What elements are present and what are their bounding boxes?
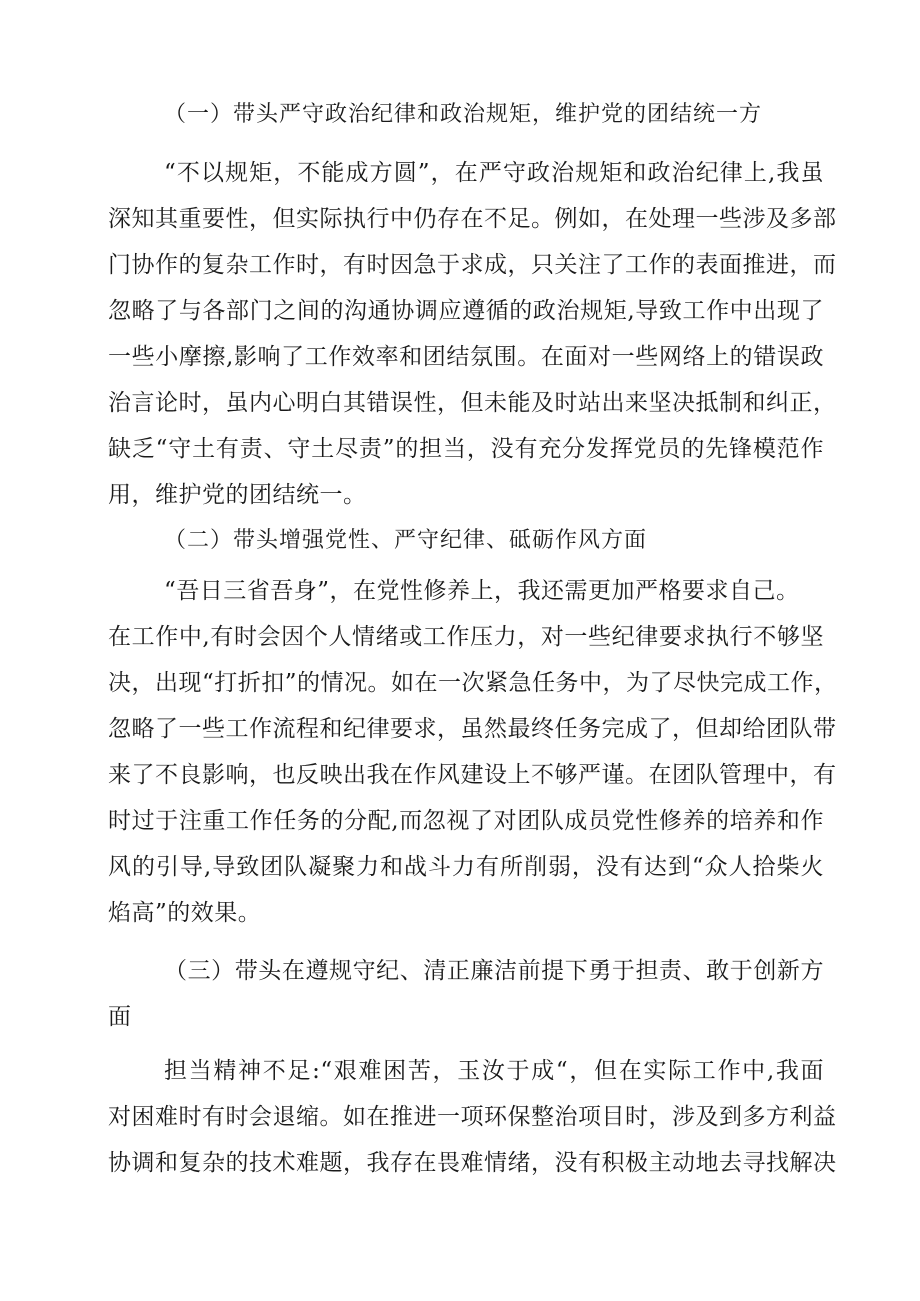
paragraph-line: 来了不良影响，也反映出我在作风建设上不够严谨。在团队管理中，有: [108, 762, 837, 788]
paragraph-line: 一些小摩擦,影响了工作效率和团结氛围。在面对一些网络上的错误政: [108, 344, 824, 370]
section-heading-1: （一）带头严守政治纪律和政治规矩，维护党的团结统一方: [164, 102, 763, 127]
paragraph-line: 担当精神不足:“艰难困苦，玉汝于成“，但在实际工作中,我面: [164, 1058, 824, 1084]
paragraph-line: “吾日三省吾身”，在党性修养上，我还需更加严格要求自己。: [164, 578, 800, 604]
section-heading-3-line: 面: [108, 1004, 132, 1030]
paragraph-line: 门协作的复杂工作时，有时因急于求成，只关注了工作的表面推进，而: [108, 252, 837, 278]
paragraph-line: 在工作中,有时会因个人情绪或工作压力，对一些纪律要求执行不够坚: [108, 624, 824, 650]
section-heading-2: （二）带头增强党性、严守纪律、砥砺作风方面: [164, 528, 648, 553]
paragraph-line: 协调和复杂的技术难题，我存在畏难情绪，没有积极主动地去寻找解决: [108, 1150, 837, 1176]
paragraph-line: 风的引导,导致团队凝聚力和战斗力有所削弱，没有达到“众人拾柴火: [108, 854, 824, 880]
paragraph-line: “不以规矩，不能成方圆”，在严守政治规矩和政治纪律上,我虽: [164, 160, 824, 186]
section-1-paragraph: [108, 150, 837, 518]
paragraph-line: 深知其重要性，但实际执行中仍存在不足。例如，在处理一些涉及多部: [108, 206, 837, 232]
paragraph-line: 忽略了与各部门之间的沟通协调应遵循的政治规矩,导致工作中出现了: [108, 298, 824, 324]
paragraph-line: 用，维护党的团结统一。: [108, 482, 367, 508]
paragraph-line: 决，出现“打折扣”的情况。如在一次紧急任务中，为了尽快完成工作，: [108, 670, 838, 696]
paragraph-line: 缺乏“守土有责、守土尽责”的担当，没有充分发挥党员的先锋模范作: [108, 436, 824, 462]
section-2-paragraph: [108, 568, 838, 936]
section-3-paragraph: [108, 1048, 837, 1186]
paragraph-line: 时过于注重工作任务的分配,而忽视了对团队成员党性修养的培养和作: [108, 808, 824, 834]
section-heading-3-line: （三）带头在遵规守纪、清正廉洁前提下勇于担责、敢于创新方: [164, 958, 824, 984]
paragraph-line: 忽略了一些工作流程和纪律要求，虽然最终任务完成了，但却给团队带: [108, 716, 837, 742]
paragraph-line: 对困难时有时会退缩。如在推进一项环保整治项目时，涉及到多方利益: [108, 1104, 837, 1130]
document-body: [108, 92, 838, 1186]
paragraph-line: 焰高”的效果。: [108, 900, 262, 926]
paragraph-line: 治言论时，虽内心明白其错误性，但未能及时站出来坚决抵制和纠正，: [108, 390, 837, 416]
section-heading-3: [108, 948, 824, 1040]
